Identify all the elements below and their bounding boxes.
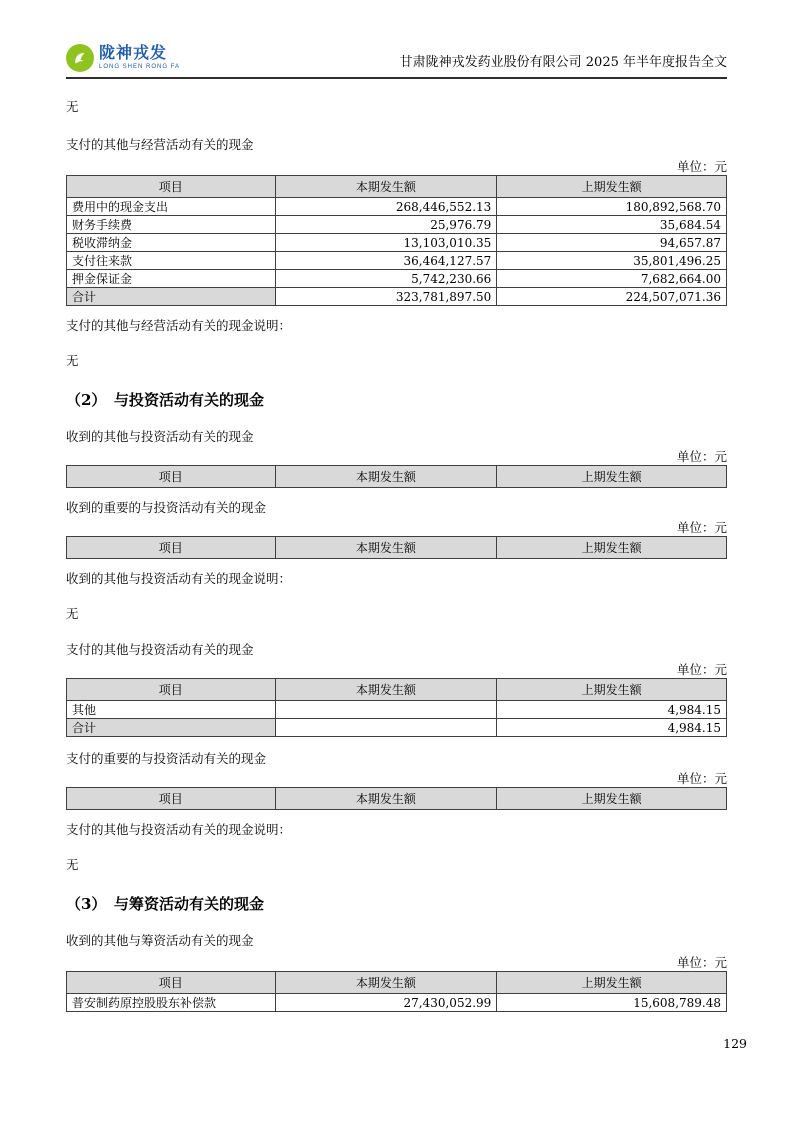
section-heading-finance: （3） 与筹资活动有关的现金 xyxy=(66,895,264,913)
col-header-current: 本期发生额 xyxy=(275,788,497,810)
table-header-row xyxy=(67,537,727,559)
finance-recv-table xyxy=(66,971,727,1012)
col-header-current: 本期发生额 xyxy=(275,679,497,701)
table-row xyxy=(67,216,727,234)
col-header-prior: 上期发生额 xyxy=(497,679,727,701)
unit-label-5: 单位：元 xyxy=(676,771,727,786)
row-prior: 35,684.54 xyxy=(497,216,727,234)
none-text-4: 无 xyxy=(66,857,79,872)
invest-pay-table xyxy=(66,678,727,737)
company-logo xyxy=(66,44,180,72)
row-current: 5,742,230.66 xyxy=(275,270,497,288)
row-current: 25,976.79 xyxy=(275,216,497,234)
note-pay-invest: 支付的其他与投资活动有关的现金说明： xyxy=(66,822,292,837)
row-prior: 180,892,568.70 xyxy=(497,198,727,216)
table-header-row xyxy=(67,176,727,198)
col-header-item: 项目 xyxy=(67,176,276,198)
col-header-current: 本期发生额 xyxy=(275,972,497,994)
row-item: 其他 xyxy=(67,701,276,719)
document-title: 甘肃陇神戎发药业股份有限公司 2025 年半年度报告全文 xyxy=(399,55,727,70)
none-text-2: 无 xyxy=(66,353,79,368)
col-header-item: 项目 xyxy=(67,972,276,994)
table-header-row xyxy=(67,466,727,488)
table-header-row xyxy=(67,972,727,994)
table-row xyxy=(67,252,727,270)
operating-pay-table xyxy=(66,175,727,306)
col-header-prior: 上期发生额 xyxy=(497,972,727,994)
row-item: 支付往来款 xyxy=(67,252,276,270)
row-item: 押金保证金 xyxy=(67,270,276,288)
unit-label-3: 单位：元 xyxy=(676,520,727,535)
section-heading-invest: （2） 与投资活动有关的现金 xyxy=(66,391,264,409)
unit-label-2: 单位：元 xyxy=(676,449,727,464)
table-row xyxy=(67,234,727,252)
label-pay-invest: 支付的其他与投资活动有关的现金 xyxy=(66,642,254,657)
unit-label-4: 单位：元 xyxy=(676,662,727,677)
table-row xyxy=(67,994,727,1012)
row-item: 普安制药原控股股东补偿款 xyxy=(67,994,276,1012)
none-text-1: 无 xyxy=(66,99,79,114)
col-header-item: 项目 xyxy=(67,788,276,810)
unit-label-6: 单位：元 xyxy=(676,955,727,970)
none-text-3: 无 xyxy=(66,606,79,621)
table-total-row xyxy=(67,719,727,737)
row-prior: 94,657.87 xyxy=(497,234,727,252)
table-total-row xyxy=(67,288,727,306)
page-header xyxy=(66,0,727,79)
invest-recv-table xyxy=(66,465,727,488)
col-header-current: 本期发生额 xyxy=(275,537,497,559)
invest-pay-major-table xyxy=(66,787,727,810)
label-pay-operating: 支付的其他与经营活动有关的现金 xyxy=(66,137,254,152)
col-header-current: 本期发生额 xyxy=(275,466,497,488)
row-item: 费用中的现金支出 xyxy=(67,198,276,216)
col-header-prior: 上期发生额 xyxy=(497,176,727,198)
col-header-item: 项目 xyxy=(67,537,276,559)
unit-label-1: 单位：元 xyxy=(676,159,727,174)
row-current: 13,103,010.35 xyxy=(275,234,497,252)
col-header-current: 本期发生额 xyxy=(275,176,497,198)
table-row xyxy=(67,198,727,216)
row-prior: 7,682,664.00 xyxy=(497,270,727,288)
col-header-prior: 上期发生额 xyxy=(497,466,727,488)
table-row xyxy=(67,701,727,719)
total-row-item: 合计 xyxy=(67,719,276,737)
label-recv-invest-major: 收到的重要的与投资活动有关的现金 xyxy=(66,500,267,515)
col-header-item: 项目 xyxy=(67,466,276,488)
row-prior: 15,608,789.48 xyxy=(497,994,727,1012)
invest-recv-major-table xyxy=(66,536,727,559)
table-header-row xyxy=(67,679,727,701)
total-row-current xyxy=(275,719,497,737)
total-row-prior: 224,507,071.36 xyxy=(497,288,727,306)
brand-name-cn: 陇神戎发 xyxy=(99,45,168,62)
logo-bird-icon xyxy=(66,44,94,72)
total-row-item: 合计 xyxy=(67,288,276,306)
total-row-current: 323,781,897.50 xyxy=(275,288,497,306)
table-row xyxy=(67,270,727,288)
page-number: 129 xyxy=(723,1036,747,1051)
label-recv-finance: 收到的其他与筹资活动有关的现金 xyxy=(66,933,254,948)
label-pay-invest-major: 支付的重要的与投资活动有关的现金 xyxy=(66,751,267,766)
row-prior: 4,984.15 xyxy=(497,701,727,719)
row-item: 税收滞纳金 xyxy=(67,234,276,252)
col-header-item: 项目 xyxy=(67,679,276,701)
label-recv-invest: 收到的其他与投资活动有关的现金 xyxy=(66,429,254,444)
row-prior: 35,801,496.25 xyxy=(497,252,727,270)
brand-text xyxy=(99,46,180,70)
row-current xyxy=(275,701,497,719)
note-recv-invest: 收到的其他与投资活动有关的现金说明： xyxy=(66,571,292,586)
brand-name-en: LONG SHEN RONG FA xyxy=(99,64,181,70)
row-current: 36,464,127.57 xyxy=(275,252,497,270)
row-item: 财务手续费 xyxy=(67,216,276,234)
col-header-prior: 上期发生额 xyxy=(497,537,727,559)
row-current: 27,430,052.99 xyxy=(275,994,497,1012)
total-row-prior: 4,984.15 xyxy=(497,719,727,737)
row-current: 268,446,552.13 xyxy=(275,198,497,216)
table-header-row xyxy=(67,788,727,810)
col-header-prior: 上期发生额 xyxy=(497,788,727,810)
note-pay-operating: 支付的其他与经营活动有关的现金说明： xyxy=(66,318,292,333)
